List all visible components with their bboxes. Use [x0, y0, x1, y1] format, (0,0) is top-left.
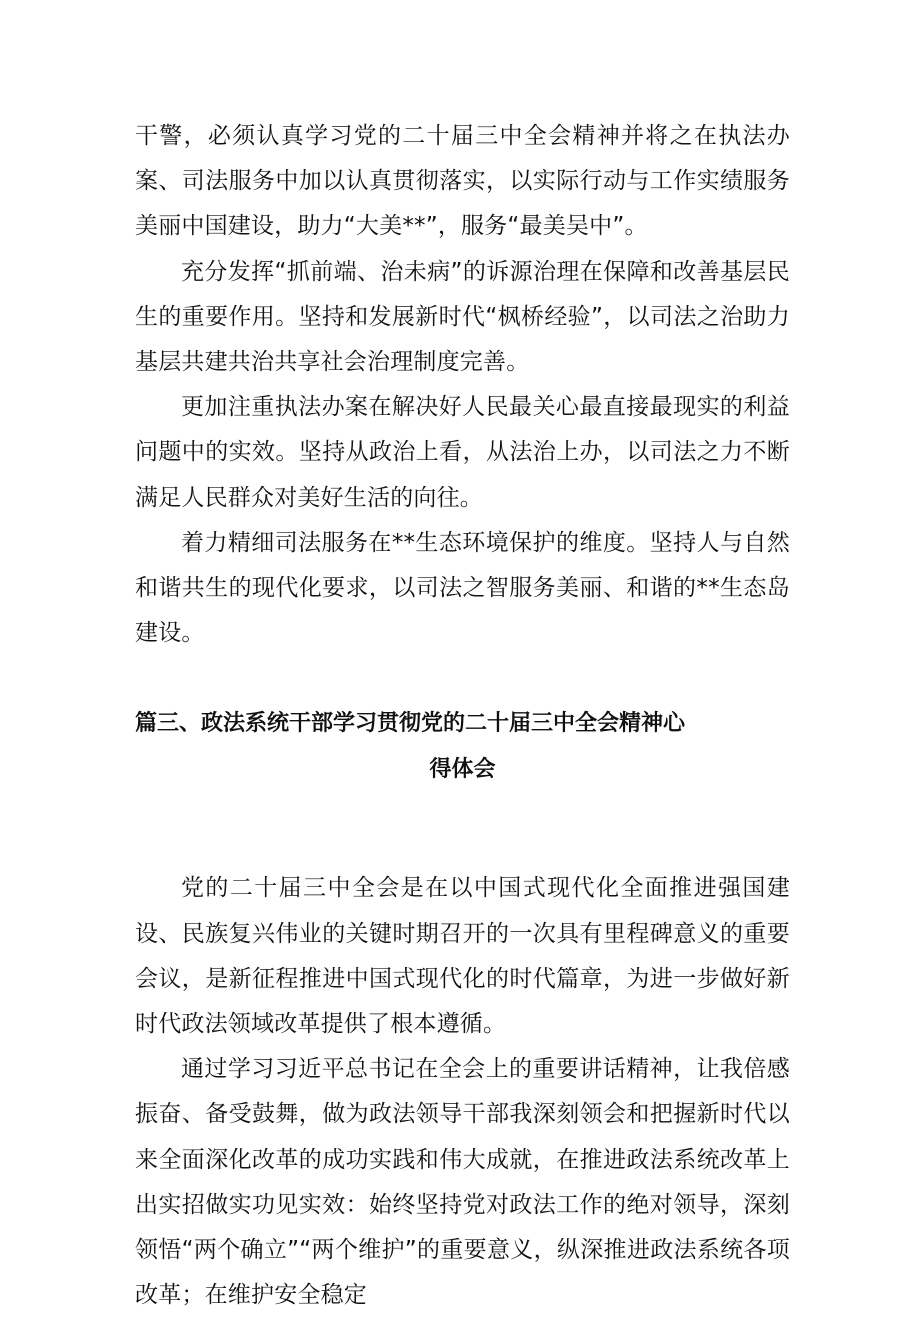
paragraph-6: 通过学习习近平总书记在全会上的重要讲话精神，让我倍感振奋、备受鼓舞，做为政法领导干部我深刻领会和把握新时代以来全面深化改革的成功实践和伟大成就，在推进政法系统改革上出实招做实功见实效：始终坚持党对政法工作的绝对领导，深刻领悟“两个确立”“两个维护”的重要意义，纵深推进政法系统各项改革；在维护安全稳定 — [135, 1056, 790, 1309]
paragraph-1: 干警，必须认真学习党的二十届三中全会精神并将之在执法办案、司法服务中加以认真贯彻落实，以实际行动与工作实绩服务美丽中国建设，助力“大美**”，服务“最美吴中”。 — [135, 123, 790, 240]
paragraph-2: 充分发挥“抓前端、治未病”的诉源治理在保障和改善基层民生的重要作用。坚持和发展新时代“枫桥经验”，以司法之治助力基层共建共治共享社会治理制度完善。 — [135, 258, 790, 376]
paragraph-5: 党的二十届三中全会是在以中国式现代化全面推进强国建设、民族复兴伟业的关键时期召开的一次具有里程碑意义的重要会议，是新征程推进中国式现代化的时代篇章，为进一步做好新时代政法领域改革提供了根本遵循。 — [135, 875, 790, 1038]
document-body — [135, 114, 790, 1318]
section-heading-line-2: 得体会 — [429, 757, 496, 783]
section-spacer — [135, 793, 790, 866]
paragraph-4: 着力精细司法服务在**生态环境保护的维度。坚持人与自然和谐共生的现代化要求，以司法之智服务美丽、和谐的**生态岛建设。 — [135, 529, 790, 647]
paragraph-3: 更加注重执法办案在解决好人民最关心最直接最现实的利益问题中的实效。坚持从政治上看，从法治上办，以司法之力不断满足人民群众对美好生活的向往。 — [135, 394, 790, 511]
section-heading-line-1: 篇三、政法系统干部学习贯彻党的二十届三中全会精神心 — [135, 711, 686, 737]
